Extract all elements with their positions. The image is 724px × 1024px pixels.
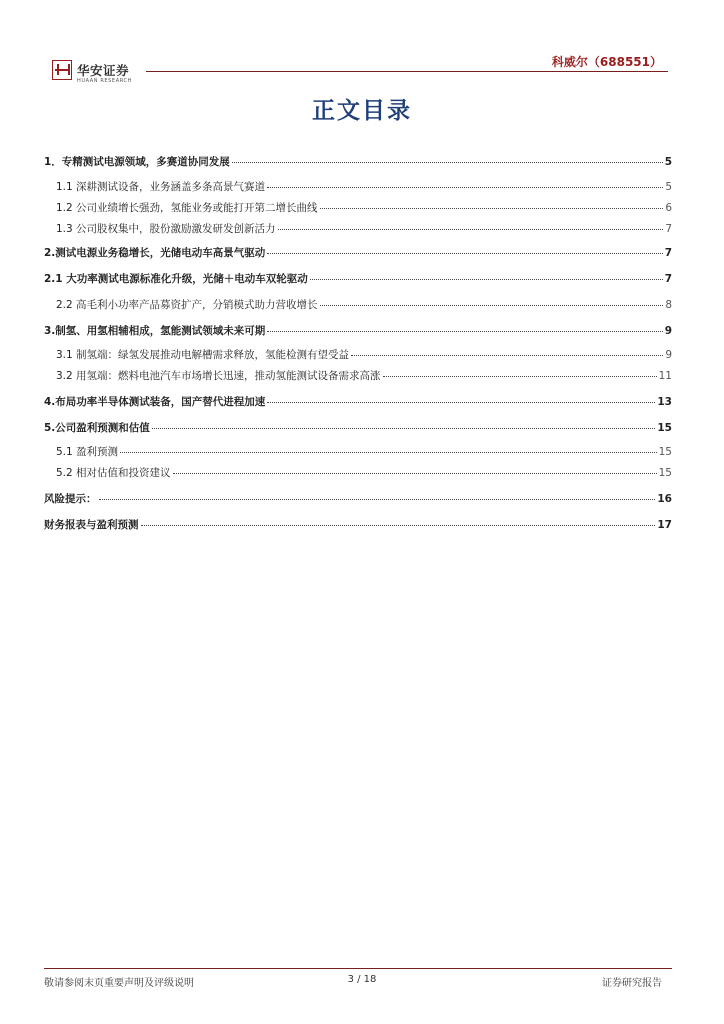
toc-entry-title: 4.布局功率半导体测试装备，国产替代进程加速	[44, 396, 266, 408]
toc-entry-page: 8	[665, 299, 672, 311]
toc-leader-dots	[310, 279, 663, 280]
toc-entry-page: 7	[664, 247, 672, 259]
footer-divider	[44, 968, 672, 969]
toc-entry-page: 15	[658, 446, 672, 458]
toc-entry[interactable]	[44, 517, 672, 533]
toc-entry-title: 1.1 深耕测试设备，业务涵盖多条高景气赛道	[56, 181, 266, 193]
toc-entry-title: 5.2 相对估值和投资建议	[56, 467, 171, 479]
toc-entry-title: 财务报表与盈利预测	[44, 519, 139, 531]
toc-entry[interactable]	[56, 221, 672, 237]
toc-entry-page: 13	[657, 396, 672, 408]
toc-entry-page: 9	[665, 349, 672, 361]
toc-entry-title: 2.测试电源业务稳增长，光储电动车高景气驱动	[44, 247, 266, 259]
toc-entry-title: 风险提示：	[44, 493, 97, 505]
toc-entry[interactable]	[56, 465, 672, 481]
toc-entry[interactable]	[56, 179, 672, 195]
page-title: 正文目录	[312, 97, 412, 124]
toc-leader-dots	[152, 428, 656, 429]
toc-leader-dots	[320, 305, 664, 306]
toc-leader-dots	[267, 187, 663, 188]
logo-english-name: HUAAN RESEARCH	[77, 78, 132, 84]
toc-entry-title: 2.2 高毛利小功率产品募资扩产，分销模式助力营收增长	[56, 299, 318, 311]
toc-leader-dots	[120, 452, 657, 453]
logo-chinese-name: 华安证券	[77, 63, 130, 78]
logo-seal-icon	[52, 60, 72, 80]
footer-report-type: 证券研究报告	[602, 978, 662, 989]
toc-leader-dots	[141, 525, 656, 526]
page-number: 3 / 18	[347, 974, 377, 985]
company-logo	[52, 60, 142, 86]
toc-entry-title: 2.1 大功率测试电源标准化升级，光储＋电动车双轮驱动	[44, 273, 308, 285]
toc-leader-dots	[278, 229, 664, 230]
stock-label: 科威尔（688551）	[551, 55, 662, 69]
toc-entry[interactable]	[44, 420, 672, 436]
toc-entry[interactable]	[44, 271, 672, 287]
toc-entry-page: 5	[664, 156, 672, 168]
toc-entry-page: 6	[665, 202, 672, 214]
toc-entry[interactable]	[44, 491, 672, 507]
toc-entry-page: 15	[658, 467, 672, 479]
toc-entry[interactable]	[56, 297, 672, 313]
toc-entry-title: 1.3 公司股权集中，股份激励激发研发创新活力	[56, 223, 276, 235]
toc-leader-dots	[232, 162, 663, 163]
toc-entry[interactable]	[56, 368, 672, 384]
toc-entry-title: 3.制氢、用氢相辅相成，氢能测试领域未来可期	[44, 325, 266, 337]
toc-entry-title: 5.公司盈利预测和估值	[44, 422, 150, 434]
toc-entry-page: 15	[657, 422, 672, 434]
toc-entry-title: 1．专精测试电源领域，多赛道协同发展	[44, 156, 230, 168]
toc-entry-page: 11	[658, 370, 672, 382]
page-header	[0, 0, 724, 90]
toc-entry[interactable]	[56, 444, 672, 460]
toc-entry-page: 7	[664, 273, 672, 285]
toc-entry-title: 1.2 公司业绩增长强劲，氢能业务或能打开第二增长曲线	[56, 202, 318, 214]
toc-leader-dots	[173, 473, 657, 474]
toc-leader-dots	[383, 376, 657, 377]
footer-disclaimer: 敬请参阅末页重要声明及评级说明	[44, 978, 194, 989]
toc-entry[interactable]	[44, 154, 672, 170]
header-divider	[146, 71, 668, 72]
toc-leader-dots	[267, 331, 662, 332]
toc-entry-page: 17	[657, 519, 672, 531]
toc-entry[interactable]	[44, 394, 672, 410]
toc-entry-page: 5	[665, 181, 672, 193]
toc-leader-dots	[267, 253, 662, 254]
toc-leader-dots	[351, 355, 663, 356]
toc-leader-dots	[267, 402, 655, 403]
toc-entry-page: 7	[665, 223, 672, 235]
toc-entry-title: 5.1 盈利预测	[56, 446, 119, 458]
toc-entry[interactable]	[56, 347, 672, 363]
toc-entry-page: 9	[664, 325, 672, 337]
toc-entry-page: 16	[657, 493, 672, 505]
toc-leader-dots	[320, 208, 664, 209]
toc-entry-title: 3.2 用氢端：燃料电池汽车市场增长迅速，推动氢能测试设备需求高涨	[56, 370, 381, 382]
toc-entry[interactable]	[44, 323, 672, 339]
toc-entry-title: 3.1 制氢端：绿氢发展推动电解槽需求释放，氢能检测有望受益	[56, 349, 350, 361]
toc-leader-dots	[99, 499, 656, 500]
toc-entry[interactable]	[44, 245, 672, 261]
toc-entry[interactable]	[56, 200, 672, 216]
